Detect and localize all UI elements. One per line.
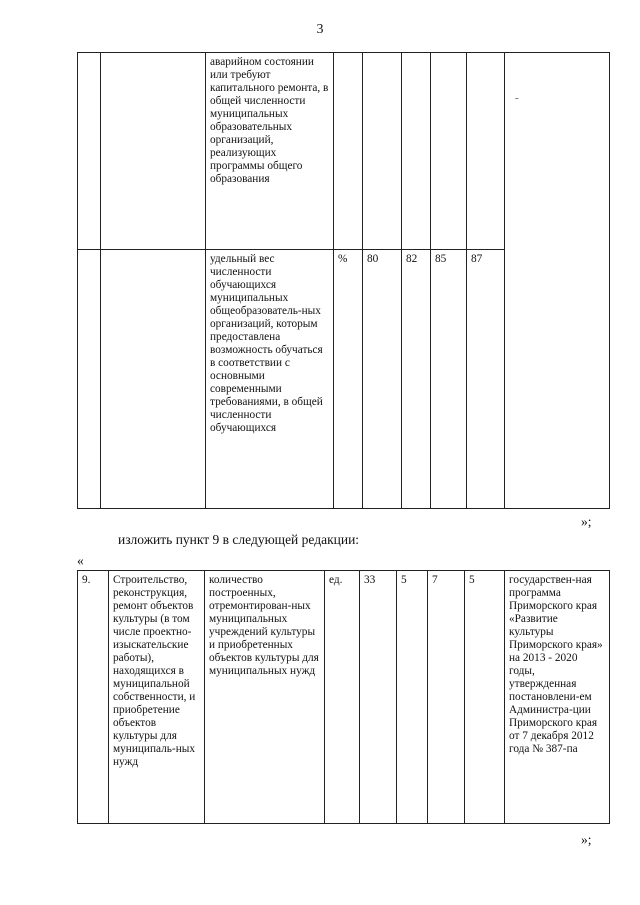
instruction-text: изложить пункт 9 в следующей редакции:: [118, 532, 360, 547]
value-cell: 80: [363, 250, 402, 509]
value-cell: [431, 53, 467, 250]
program-cell: государствен-ная программа Приморского края «Развитие культуры Приморского края» на 2013 - 2020 годы, утвержденная постановлени-ем Администра-ции Приморского края от 7 декабря 2012 года № 387-па: [505, 571, 610, 824]
page-number: 3: [316, 22, 324, 37]
num-cell: 9.: [78, 571, 109, 824]
table-row: [78, 53, 610, 250]
value-cell: 5: [465, 571, 505, 824]
value-cell: [402, 53, 431, 250]
unit-cell: ед.: [325, 571, 360, 824]
value-cell: 7: [428, 571, 465, 824]
opening-quote: «: [77, 553, 84, 568]
table-row: [78, 571, 610, 824]
value-cell: [363, 53, 402, 250]
value-cell: 85: [431, 250, 467, 509]
unit-cell: %: [334, 250, 363, 509]
indicator-cell: аварийном состоянии или требуют капитального ремонта, в общей численности муниципальных образовательных организаций, реализующих программы общего образования: [206, 53, 334, 250]
num-cell: [78, 250, 101, 509]
name-cell: Строительство, реконструкция, ремонт объектов культуры (в том числе проектно-изыскательские работы), находящихся в муниципальной собственности, и приобретение объектов культуры для муниципаль-ных нужд: [109, 571, 205, 824]
unit-cell: [334, 53, 363, 250]
num-cell: [78, 53, 101, 250]
name-cell: [101, 53, 206, 250]
program-cell: [505, 53, 610, 509]
indicator-cell: количество построенных, отремонтирован-ных муниципальных учреждений культуры и приобретенных объектов культуры для муниципальных нужд: [205, 571, 325, 824]
value-cell: 5: [397, 571, 428, 824]
value-cell: 87: [467, 250, 505, 509]
table-item-9: [77, 570, 610, 824]
indicator-cell: удельный вес численности обучающихся муниципальных общеобразователь-ных организаций, которым предоставлена возможность обучаться в соответствии с основными современными требованиями, в общей численности обучающихся: [206, 250, 334, 509]
table-indicators-continued: [77, 52, 610, 509]
value-cell: [467, 53, 505, 250]
side-mark: -: [515, 92, 519, 104]
name-cell: [101, 250, 206, 509]
closing-quote: »;: [581, 832, 592, 847]
value-cell: 33: [360, 571, 397, 824]
value-cell: 82: [402, 250, 431, 509]
closing-quote: »;: [581, 514, 592, 529]
